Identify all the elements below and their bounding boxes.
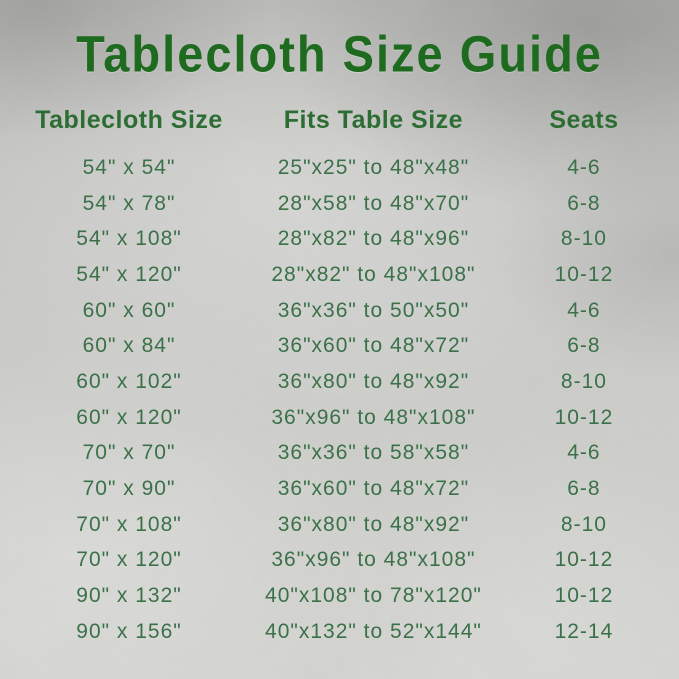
page-title: Tablecloth Size Guide bbox=[76, 25, 603, 83]
table-row bbox=[0, 614, 679, 650]
seats-cell: 10-12 bbox=[554, 405, 614, 429]
seats-cell: 6-8 bbox=[567, 191, 601, 215]
table-row bbox=[0, 436, 679, 472]
table-row bbox=[0, 507, 679, 543]
fits-table-size-cell: 36"x96" to 48"x108" bbox=[271, 548, 476, 572]
table-body bbox=[0, 150, 679, 650]
tablecloth-size-cell: 60" x 102" bbox=[76, 369, 182, 393]
table-row bbox=[0, 364, 679, 400]
seats-cell: 6-8 bbox=[567, 477, 601, 501]
fits-table-size-cell: 36"x60" to 48"x72" bbox=[277, 334, 470, 358]
table-row bbox=[0, 543, 679, 579]
table-row bbox=[0, 578, 679, 614]
fits-table-size-cell: 28"x58" to 48"x70" bbox=[277, 191, 470, 215]
seats-cell: 4-6 bbox=[567, 155, 601, 179]
fits-table-size-cell: 25"x25" to 48"x48" bbox=[277, 155, 470, 179]
fits-table-size-cell: 40"x132" to 52"x144" bbox=[265, 619, 482, 643]
tablecloth-size-cell: 60" x 84" bbox=[82, 334, 176, 358]
header-seats: Seats bbox=[549, 105, 619, 134]
tablecloth-size-cell: 54" x 120" bbox=[76, 262, 182, 286]
tablecloth-size-cell: 70" x 70" bbox=[82, 441, 176, 465]
table-header-row bbox=[0, 103, 679, 137]
seats-cell: 6-8 bbox=[567, 334, 601, 358]
table-row bbox=[0, 293, 679, 329]
tablecloth-size-cell: 70" x 120" bbox=[76, 548, 182, 572]
fits-table-size-cell: 36"x80" to 48"x92" bbox=[277, 512, 470, 536]
seats-cell: 10-12 bbox=[554, 262, 614, 286]
fits-table-size-cell: 28"x82" to 48"x108" bbox=[271, 262, 476, 286]
table-row bbox=[0, 257, 679, 293]
tablecloth-size-cell: 70" x 90" bbox=[82, 477, 176, 501]
fits-table-size-cell: 36"x60" to 48"x72" bbox=[277, 477, 470, 501]
seats-cell: 8-10 bbox=[560, 369, 607, 393]
seats-cell: 12-14 bbox=[554, 619, 614, 643]
tablecloth-size-cell: 60" x 120" bbox=[76, 405, 182, 429]
fits-table-size-cell: 28"x82" to 48"x96" bbox=[277, 227, 470, 251]
tablecloth-size-cell: 70" x 108" bbox=[76, 512, 182, 536]
fits-table-size-cell: 36"x36" to 50"x50" bbox=[277, 298, 470, 322]
table-row bbox=[0, 471, 679, 507]
tablecloth-size-cell: 54" x 108" bbox=[76, 227, 182, 251]
fits-table-size-cell: 36"x80" to 48"x92" bbox=[277, 369, 470, 393]
tablecloth-size-cell: 90" x 156" bbox=[76, 619, 182, 643]
fits-table-size-cell: 36"x36" to 58"x58" bbox=[277, 441, 470, 465]
seats-cell: 10-12 bbox=[554, 584, 614, 608]
fits-table-size-cell: 40"x108" to 78"x120" bbox=[265, 584, 482, 608]
tablecloth-size-cell: 90" x 132" bbox=[76, 584, 182, 608]
seats-cell: 4-6 bbox=[567, 298, 601, 322]
seats-cell: 8-10 bbox=[560, 227, 607, 251]
seats-cell: 10-12 bbox=[554, 548, 614, 572]
seats-cell: 4-6 bbox=[567, 441, 601, 465]
table-row bbox=[0, 400, 679, 436]
table-row bbox=[0, 150, 679, 186]
tablecloth-size-cell: 60" x 60" bbox=[82, 298, 176, 322]
header-fits-table-size: Fits Table Size bbox=[283, 105, 464, 134]
table-row bbox=[0, 328, 679, 364]
table-row bbox=[0, 221, 679, 257]
tablecloth-size-cell: 54" x 54" bbox=[82, 155, 176, 179]
tablecloth-size-cell: 54" x 78" bbox=[82, 191, 176, 215]
table-row bbox=[0, 186, 679, 222]
header-tablecloth-size: Tablecloth Size bbox=[35, 105, 223, 134]
seats-cell: 8-10 bbox=[560, 512, 607, 536]
fits-table-size-cell: 36"x96" to 48"x108" bbox=[271, 405, 476, 429]
